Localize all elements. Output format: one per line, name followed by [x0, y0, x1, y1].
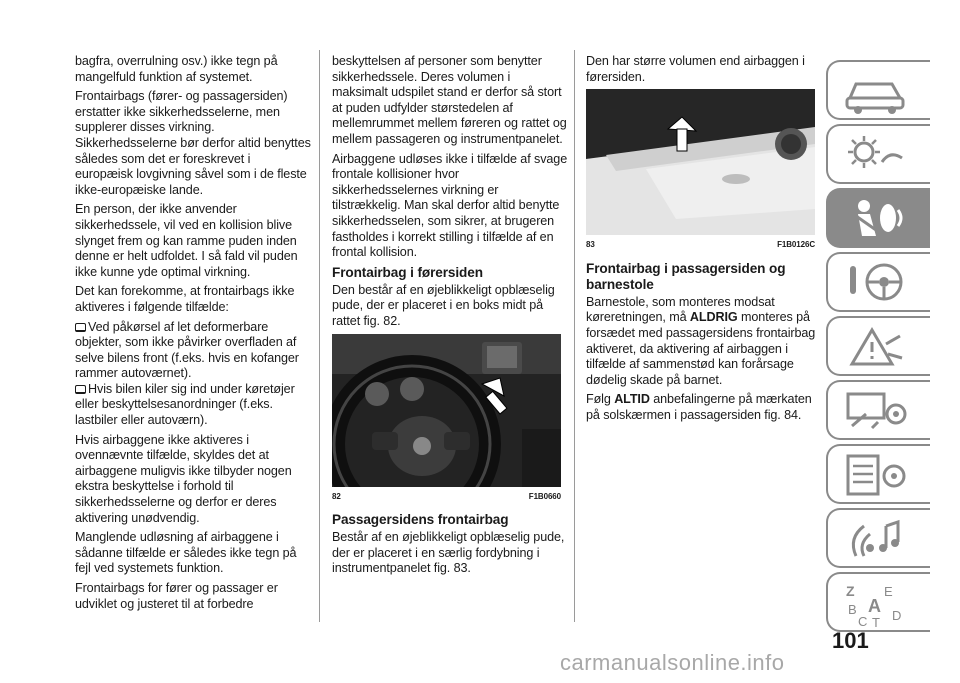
paragraph: Består af en øjeblikkeligt opblæselig pude, der er placeret i en særlig fordybning i instrumentpanelet fig. 83.	[332, 530, 565, 576]
text-column-3	[586, 54, 822, 428]
maintenance-icon[interactable]	[826, 380, 930, 440]
paragraph: Frontairbags for fører og passager er udviklet og justeret til at forbedre	[75, 581, 278, 611]
section-heading: Passagersidens frontairbag	[332, 512, 509, 528]
watermark: carmanualsonline.info	[560, 650, 785, 675]
figure-code: F1B0126C	[777, 240, 815, 250]
paragraph: Barnestole, som monteres modsat køreretningen, må ALDRIG monteres på forsædet med passagersidens frontairbag aktiveret, da aktivering af airbaggen i tilfælde af sammenstød kan forårsage dødelig skade på barnet.	[586, 294, 816, 387]
paragraph: bagfra, overrulning osv.) ikke tegn på mangelfuld funktion af systemet.	[75, 54, 278, 84]
text-column-2	[332, 54, 568, 581]
starting-driving-icon[interactable]	[826, 252, 930, 312]
paragraph: Det kan forekomme, at frontairbags ikke aktiveres i følgende tilfælde:	[75, 284, 295, 314]
multimedia-icon[interactable]	[826, 508, 930, 568]
figure-caption	[586, 237, 815, 253]
figure-caption	[332, 489, 561, 505]
bullet-item: Ved påkørsel af let deformerbare objekter, som ikke påvirker overfladen af selve bilens front (f.eks. hvis en kofanger rammer autoværnet).	[75, 319, 299, 381]
section-heading: Frontairbag i førersiden	[332, 264, 483, 280]
safety-airbag-icon[interactable]	[826, 188, 930, 248]
paragraph: Frontairbags (fører- og passagersiden) erstatter ikke sikkerhedsselerne, men supplerer disses virkning. Sikkerhedsselerne bør derfor altid benyttes således som det er foreskrevet i europæisk lovgivning såvel som i de fleste ikke-europæiske lande.	[75, 89, 311, 197]
dashboard-airbag-photo	[586, 89, 815, 235]
text-column-1	[75, 54, 311, 616]
paragraph: Den har større volumen end airbaggen i førersiden.	[586, 54, 805, 84]
dashboard-lights-icon[interactable]	[826, 124, 930, 184]
bullet-item: Hvis bilen kiler sig ind under køretøjer eller beskyttelsesanordninger (f.eks. lastbiler eller autoværn).	[75, 381, 295, 428]
column-divider	[574, 50, 575, 622]
paragraph: Manglende udløsning af airbaggene i sådanne tilfælde er således ikke tegn på fejl ved systemets funktion.	[75, 530, 297, 576]
paragraph: beskyttelsen af personer som benytter sikkerhedsselе. Deres volumen i maksimalt udspilet stand er derfor så stort at puden udfylder størstedelen af mellemrummet mellem føreren og rattet og mellem passageren og instrumentpanelet.	[332, 54, 567, 146]
car-overview-icon[interactable]	[826, 60, 930, 120]
svg-text:D: D	[892, 608, 902, 623]
svg-text:B: B	[848, 602, 857, 617]
bullet-icon	[75, 385, 86, 394]
figure-number: 82	[332, 491, 341, 501]
paragraph: Hvis airbaggene ikke aktiveres i ovennævnte tilfælde, skyldes det at airbaggene muligvis ikke tilbyder nogen ekstra beskyttelse i forhold til sikkerhedsselerne og derfor er deres aktivering unødvendig.	[75, 432, 292, 525]
svg-text:A: A	[868, 596, 881, 616]
paragraph: Følg ALTID anbefalingerne på mærkaten på solskærmen i passagersiden fig. 84.	[586, 392, 812, 422]
bullet-icon	[75, 323, 86, 332]
section-heading: Frontairbag i passagersiden og barnestole	[586, 260, 786, 292]
steering-wheel-photo	[332, 334, 561, 487]
svg-text:T: T	[872, 615, 880, 628]
index-icon[interactable]	[826, 572, 930, 632]
svg-text:Z: Z	[846, 583, 855, 599]
paragraph: En person, der ikke anvender sikkerhedssele, vil ved en kollision blive slynget frem og kan ramme puden inden denne er helt udfoldet. I så fald vil puden ikke kunne yde optimal virkning.	[75, 202, 298, 279]
emergency-icon[interactable]	[826, 316, 930, 376]
figure-number: 83	[586, 240, 595, 250]
page-number: 101	[832, 628, 869, 653]
paragraph: Airbaggene udløses ikke i tilfælde af svage frontale kollisioner hvor sikkerhedsselernes virkning er tilstrækkelig. Man skal derfor altid benytte sikkerhedsselen, som sikrer, at brugeren fastholdes i korrekt stilling i tilfælde af en frontal kollision.	[332, 151, 568, 260]
column-divider	[319, 50, 320, 622]
svg-text:E: E	[884, 584, 893, 599]
figure-code: F1B0660	[528, 491, 561, 501]
paragraph: Den består af en øjeblikkeligt opblæselig pude, der er placeret i en boks midt på rattet fig. 82.	[332, 282, 555, 328]
svg-text:C: C	[858, 614, 868, 628]
technical-data-icon[interactable]	[826, 444, 930, 504]
